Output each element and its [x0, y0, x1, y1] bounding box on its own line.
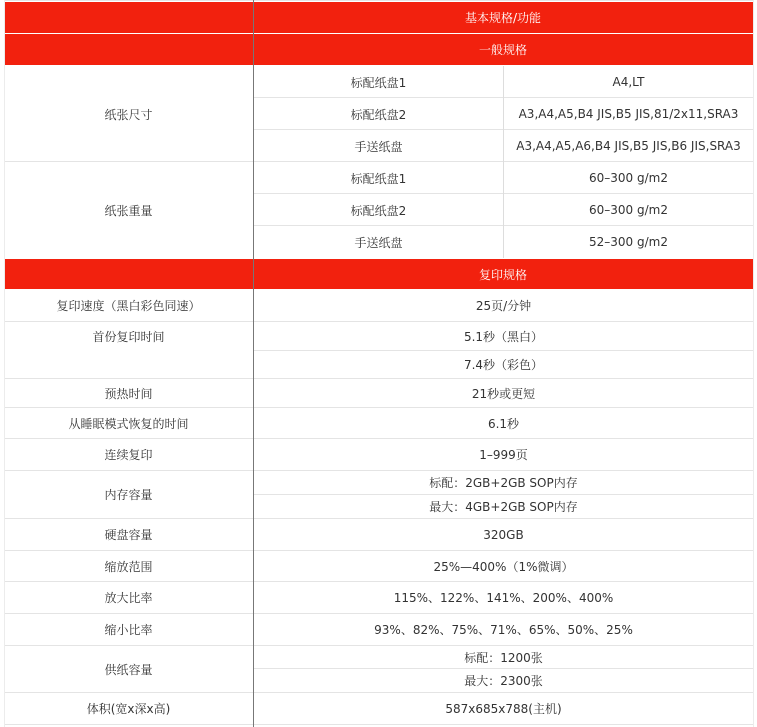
grid-line — [4, 470, 753, 471]
first-copy-value-bw: 5.1秒（黑白） — [463, 329, 544, 344]
paper-size-value: A3,A4,A5,B4 JIS,B5 JIS,81/2x11,SRA3 — [518, 107, 739, 121]
zoom-range-value: 25%—400%（1%微调） — [433, 559, 574, 574]
grid-line — [4, 613, 753, 614]
copy-speed-value: 25页/分钟 — [475, 299, 532, 313]
reduce-ratio-value: 93%、82%、75%、71%、65%、50%、25% — [374, 623, 633, 637]
first-copy-value-color: 7.4秒（彩色） — [463, 358, 544, 372]
warmup-value: 21秒或更短 — [471, 386, 536, 401]
grid-line — [4, 0, 753, 1]
paper-weight-tray: 标配纸盘1 — [350, 171, 407, 186]
zoom-range-label: 缩放范围 — [104, 559, 153, 574]
grid-line — [4, 581, 753, 582]
paper-weight-tray: 标配纸盘2 — [350, 203, 407, 218]
grid-line — [4, 161, 753, 162]
paper-weight-tray: 手送纸盘 — [354, 235, 403, 250]
dimensions-value: 587x685x788(主机) — [445, 702, 562, 716]
paper-size-tray: 标配纸盘1 — [350, 75, 407, 90]
paper-size-label: 纸张尺寸 — [104, 107, 153, 122]
grid-line — [4, 645, 753, 646]
grid-line — [4, 518, 753, 519]
grid-line — [4, 692, 753, 693]
grid-line — [4, 0, 5, 727]
grid-line — [4, 321, 753, 322]
first-copy-label: 首份复印时间 — [92, 329, 165, 344]
sleep-recovery-label: 从睡眠模式恢复的时间 — [68, 416, 189, 431]
paper-size-tray: 标配纸盘2 — [350, 107, 407, 122]
grid-line — [4, 378, 753, 379]
grid-line — [253, 668, 753, 669]
memory-value-std: 标配：2GB+2GB SOP内存 — [429, 476, 578, 490]
header-band-copy — [4, 259, 753, 289]
sleep-recovery-value: 6.1秒 — [487, 416, 520, 431]
paper-size-tray: 手送纸盘 — [354, 139, 403, 154]
dimensions-label: 体积(宽x深x高) — [86, 702, 171, 716]
warmup-label: 预热时间 — [104, 386, 153, 401]
grid-line — [4, 550, 753, 551]
copy-spec-title: 复印规格 — [478, 267, 527, 282]
grid-line — [253, 350, 753, 351]
grid-line — [4, 724, 753, 725]
copy-speed-label: 复印速度（黑白彩色同速） — [56, 299, 201, 313]
grid-line — [253, 0, 254, 727]
header-band-main — [4, 2, 753, 33]
header-title: 基本规格/功能 — [464, 11, 542, 25]
memory-value-max: 最大：4GB+2GB SOP内存 — [429, 500, 578, 514]
continuous-copy-label: 连续复印 — [104, 448, 153, 462]
grid-line — [753, 0, 754, 727]
paper-weight-label: 纸张重量 — [104, 203, 153, 218]
enlarge-ratio-value: 115%、122%、141%、200%、400% — [393, 591, 614, 605]
paper-weight-value: 60–300 g/m2 — [589, 171, 668, 185]
memory-label: 内存容量 — [104, 488, 153, 502]
hdd-label: 硬盘容量 — [104, 528, 153, 542]
general-spec-title: 一般规格 — [478, 43, 527, 57]
reduce-ratio-label: 缩小比率 — [104, 623, 153, 637]
header-band-general — [4, 34, 753, 65]
continuous-copy-value: 1–999页 — [479, 448, 528, 462]
grid-line — [4, 407, 753, 408]
paper-size-value: A4,LT — [612, 75, 645, 89]
paper-capacity-label: 供纸容量 — [104, 662, 153, 677]
paper-size-value: A3,A4,A5,A6,B4 JIS,B5 JIS,B6 JIS,SRA3 — [516, 139, 741, 153]
grid-line — [4, 438, 753, 439]
paper-weight-value: 60–300 g/m2 — [589, 203, 668, 217]
paper-capacity-value-std: 标配：1200张 — [464, 650, 543, 665]
paper-weight-value: 52–300 g/m2 — [589, 235, 668, 249]
grid-line — [503, 66, 504, 258]
enlarge-ratio-label: 放大比率 — [104, 591, 153, 605]
grid-line — [253, 494, 753, 495]
hdd-value: 320GB — [483, 527, 524, 542]
paper-capacity-value-max: 最大：2300张 — [464, 674, 543, 688]
